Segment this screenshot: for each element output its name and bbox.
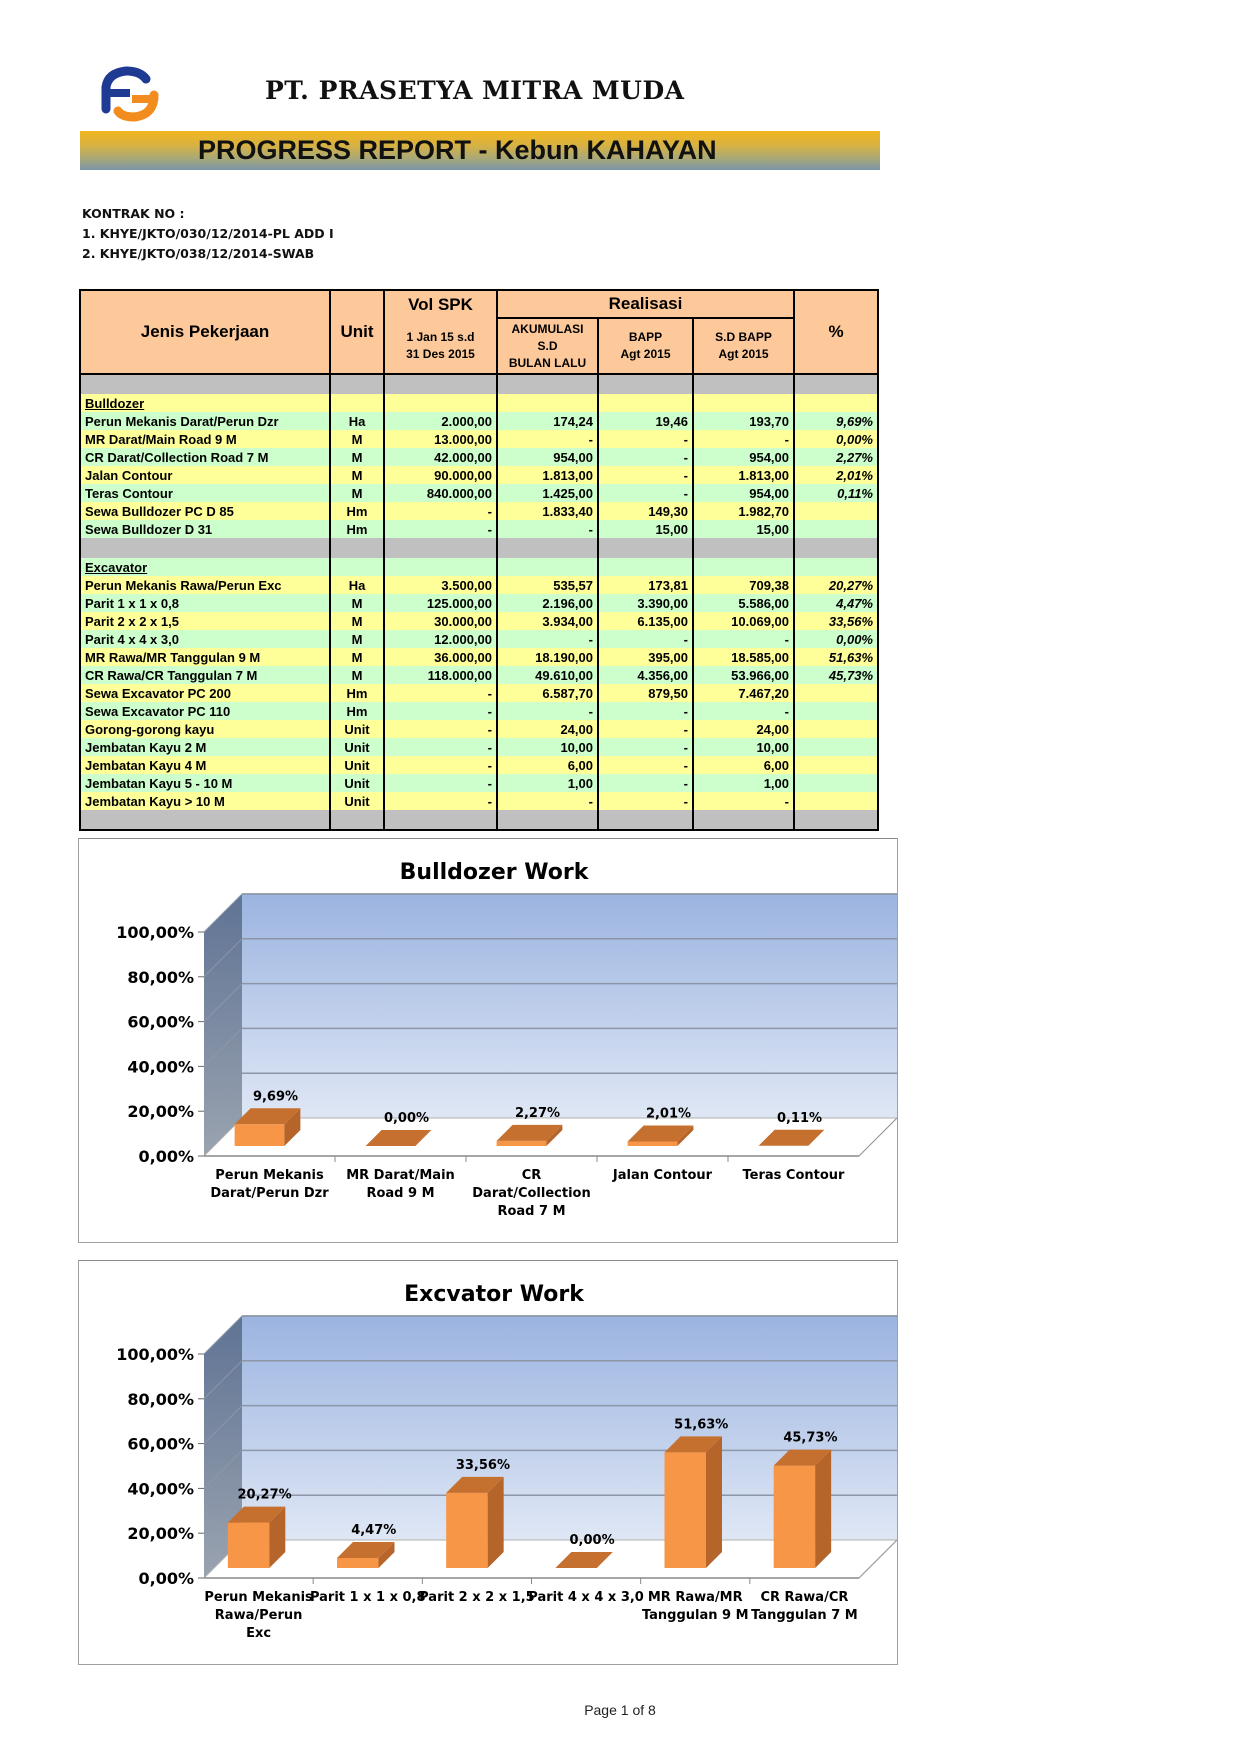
cell-akumulasi: 10,00 bbox=[497, 738, 598, 756]
y-tick-label: 60,00% bbox=[127, 1012, 194, 1032]
cell-sd-bapp: 5.586,00 bbox=[693, 594, 794, 612]
data-label: 0,00% bbox=[569, 1533, 615, 1548]
header-text: Agt 2015 bbox=[718, 347, 769, 361]
table-row bbox=[80, 448, 878, 466]
cell-akumulasi: 954,00 bbox=[497, 448, 598, 466]
cell-bapp: 879,50 bbox=[598, 684, 693, 702]
cell-bapp: - bbox=[598, 466, 693, 484]
bar-front bbox=[665, 1452, 706, 1568]
bar-front bbox=[446, 1493, 487, 1568]
cell-percent: 0,11% bbox=[794, 484, 878, 502]
cell-bapp: - bbox=[598, 630, 693, 648]
cell-sd-bapp: 709,38 bbox=[693, 576, 794, 594]
table-row bbox=[80, 412, 878, 430]
cell-akumulasi: - bbox=[497, 792, 598, 810]
bar bbox=[228, 1507, 285, 1568]
spacer-cell bbox=[794, 538, 878, 558]
cell-sd-bapp: 6,00 bbox=[693, 756, 794, 774]
cell-percent bbox=[794, 702, 878, 720]
cell-bapp: 149,30 bbox=[598, 502, 693, 520]
y-tick-label: 40,00% bbox=[127, 1057, 194, 1077]
cell-sd-bapp: 1,00 bbox=[693, 774, 794, 792]
cell-sd-bapp: 954,00 bbox=[693, 448, 794, 466]
header-text: BAPP bbox=[628, 330, 663, 344]
cell-akumulasi: 18.190,00 bbox=[497, 648, 598, 666]
category-label: CR bbox=[521, 1168, 542, 1183]
cell-jenis: Teras Contour bbox=[80, 484, 330, 502]
cell-bapp: - bbox=[598, 702, 693, 720]
cell-bapp: 6.135,00 bbox=[598, 612, 693, 630]
cell-bapp: 173,81 bbox=[598, 576, 693, 594]
cell-percent: 4,47% bbox=[794, 594, 878, 612]
cell-percent bbox=[794, 738, 878, 756]
table-row bbox=[80, 774, 878, 792]
cell-akumulasi: 3.934,00 bbox=[497, 612, 598, 630]
cell-sd-bapp: - bbox=[693, 430, 794, 448]
category-label: Tanggulan 7 M bbox=[751, 1608, 858, 1623]
cell-bapp: 15,00 bbox=[598, 520, 693, 538]
spacer-cell bbox=[384, 810, 497, 830]
y-tick-label: 40,00% bbox=[127, 1479, 194, 1499]
category-label: Perun Mekanis bbox=[204, 1590, 313, 1605]
table-row bbox=[80, 520, 878, 538]
table-row bbox=[80, 792, 878, 810]
header-percent: % bbox=[794, 290, 878, 374]
bar-front bbox=[235, 1124, 285, 1146]
cell-vol-spk: 3.500,00 bbox=[384, 576, 497, 594]
table-row bbox=[80, 466, 878, 484]
cell-bapp: 3.390,00 bbox=[598, 594, 693, 612]
category-label: Parit 1 x 1 x 0,8 bbox=[309, 1590, 426, 1605]
cell-percent: 0,00% bbox=[794, 630, 878, 648]
page-number: Page 1 of 8 bbox=[584, 1702, 656, 1718]
category-label: Perun Mekanis bbox=[215, 1168, 324, 1183]
section-row bbox=[80, 394, 878, 412]
cell-bapp: 395,00 bbox=[598, 648, 693, 666]
cell-akumulasi: 49.610,00 bbox=[497, 666, 598, 684]
data-label: 51,63% bbox=[674, 1417, 729, 1433]
empty-cell bbox=[384, 558, 497, 576]
y-tick-label: 80,00% bbox=[127, 1389, 194, 1409]
empty-cell bbox=[693, 394, 794, 412]
cell-akumulasi: 6.587,70 bbox=[497, 684, 598, 702]
section-title: Excavator bbox=[80, 558, 330, 576]
spacer-cell bbox=[80, 374, 330, 394]
cell-akumulasi: 1.833,40 bbox=[497, 502, 598, 520]
chart-title: Excvator Work bbox=[404, 1282, 584, 1307]
header-vol-spk: Vol SPK bbox=[384, 290, 497, 318]
cell-percent bbox=[794, 502, 878, 520]
spacer-cell bbox=[794, 374, 878, 394]
header-jenis-pekerjaan: Jenis Pekerjaan bbox=[80, 290, 330, 374]
cell-unit: Hm bbox=[330, 702, 384, 720]
bar-front bbox=[228, 1523, 269, 1568]
empty-cell bbox=[330, 558, 384, 576]
cell-vol-spk: - bbox=[384, 792, 497, 810]
cell-unit: M bbox=[330, 594, 384, 612]
data-label: 9,69% bbox=[252, 1089, 299, 1105]
table-row bbox=[80, 666, 878, 684]
table-row bbox=[80, 484, 878, 502]
data-label: 0,11% bbox=[776, 1110, 823, 1126]
data-label: 4,47% bbox=[351, 1522, 397, 1538]
spacer-row bbox=[80, 374, 878, 394]
cell-akumulasi: 6,00 bbox=[497, 756, 598, 774]
category-label: Road 7 M bbox=[497, 1204, 566, 1219]
y-tick-label: 20,00% bbox=[127, 1524, 194, 1544]
category-label: Parit 4 x 4 x 3,0 bbox=[528, 1590, 644, 1605]
chart-side-wall bbox=[204, 894, 242, 1156]
contract-item: 1. KHYE/JKTO/030/12/2014-PL ADD I bbox=[82, 226, 334, 241]
contract-label: KONTRAK NO : bbox=[82, 206, 185, 221]
progress-table bbox=[79, 289, 879, 831]
table-row bbox=[80, 612, 878, 630]
bar-side bbox=[706, 1436, 722, 1568]
company-name: PT. PRASETYA MITRA MUDA bbox=[265, 76, 685, 105]
cell-jenis: Perun Mekanis Rawa/Perun Exc bbox=[80, 576, 330, 594]
cell-vol-spk: - bbox=[384, 702, 497, 720]
table-row bbox=[80, 720, 878, 738]
cell-unit: Ha bbox=[330, 576, 384, 594]
data-label: 20,27% bbox=[237, 1487, 292, 1503]
cell-sd-bapp: 24,00 bbox=[693, 720, 794, 738]
cell-vol-spk: 125.000,00 bbox=[384, 594, 497, 612]
category-label: Darat/Collection bbox=[472, 1186, 591, 1201]
cell-jenis: Jembatan Kayu 2 M bbox=[80, 738, 330, 756]
cell-vol-spk: - bbox=[384, 738, 497, 756]
cell-percent bbox=[794, 774, 878, 792]
y-tick-label: 20,00% bbox=[127, 1102, 194, 1122]
table-row bbox=[80, 594, 878, 612]
y-tick-label: 0,00% bbox=[138, 1147, 194, 1166]
header-text: S.D bbox=[537, 338, 558, 353]
spacer-cell bbox=[794, 810, 878, 830]
header-sd-bapp bbox=[693, 318, 794, 374]
report-title-banner bbox=[80, 131, 880, 170]
table-body bbox=[80, 374, 878, 830]
cell-akumulasi: 24,00 bbox=[497, 720, 598, 738]
cell-bapp: - bbox=[598, 430, 693, 448]
category-label: Teras Contour bbox=[742, 1168, 845, 1183]
cell-sd-bapp: 1.982,70 bbox=[693, 502, 794, 520]
cell-bapp: - bbox=[598, 792, 693, 810]
cell-bapp: - bbox=[598, 448, 693, 466]
table-row bbox=[80, 502, 878, 520]
spacer-cell bbox=[497, 810, 598, 830]
data-label: 33,56% bbox=[455, 1457, 510, 1473]
empty-cell bbox=[598, 558, 693, 576]
cell-vol-spk: - bbox=[384, 774, 497, 792]
cell-unit: Unit bbox=[330, 720, 384, 738]
spacer-cell bbox=[598, 538, 693, 558]
cell-akumulasi: 174,24 bbox=[497, 412, 598, 430]
category-label: MR Darat/Main bbox=[346, 1168, 455, 1183]
spacer-row bbox=[80, 810, 878, 830]
cell-jenis: Parit 4 x 4 x 3,0 bbox=[80, 630, 330, 648]
cell-percent bbox=[794, 792, 878, 810]
cell-sd-bapp: 15,00 bbox=[693, 520, 794, 538]
category-label: CR Rawa/CR bbox=[760, 1590, 849, 1605]
cell-jenis: MR Darat/Main Road 9 M bbox=[80, 430, 330, 448]
spacer-cell bbox=[80, 810, 330, 830]
spacer-cell bbox=[384, 538, 497, 558]
cell-jenis: Sewa Excavator PC 110 bbox=[80, 702, 330, 720]
cell-jenis: Gorong-gorong kayu bbox=[80, 720, 330, 738]
empty-cell bbox=[384, 394, 497, 412]
cell-unit: Unit bbox=[330, 756, 384, 774]
chart-title: Bulldozer Work bbox=[399, 860, 589, 885]
empty-cell bbox=[497, 394, 598, 412]
bar bbox=[665, 1436, 722, 1568]
cell-unit: Ha bbox=[330, 412, 384, 430]
cell-unit: M bbox=[330, 666, 384, 684]
cell-percent bbox=[794, 520, 878, 538]
category-label: MR Rawa/MR bbox=[647, 1590, 743, 1605]
table-row bbox=[80, 702, 878, 720]
bar-front bbox=[628, 1141, 678, 1146]
cell-vol-spk: 36.000,00 bbox=[384, 648, 497, 666]
cell-sd-bapp: 1.813,00 bbox=[693, 466, 794, 484]
cell-vol-spk: 90.000,00 bbox=[384, 466, 497, 484]
spacer-cell bbox=[598, 810, 693, 830]
cell-percent bbox=[794, 756, 878, 774]
cell-vol-spk: 2.000,00 bbox=[384, 412, 497, 430]
y-tick-label: 80,00% bbox=[127, 967, 194, 987]
bar-side bbox=[815, 1450, 831, 1568]
spacer-cell bbox=[330, 810, 384, 830]
data-label: 2,27% bbox=[514, 1105, 561, 1121]
cell-vol-spk: - bbox=[384, 756, 497, 774]
section-row bbox=[80, 558, 878, 576]
table-row bbox=[80, 630, 878, 648]
cell-akumulasi: 1.425,00 bbox=[497, 484, 598, 502]
cell-sd-bapp: 53.966,00 bbox=[693, 666, 794, 684]
chart-back-wall bbox=[242, 894, 897, 1118]
data-label: 45,73% bbox=[783, 1430, 838, 1446]
category-label: Darat/Perun Dzr bbox=[210, 1186, 329, 1201]
cell-percent: 2,27% bbox=[794, 448, 878, 466]
cell-akumulasi: - bbox=[497, 702, 598, 720]
cell-sd-bapp: 193,70 bbox=[693, 412, 794, 430]
empty-cell bbox=[794, 394, 878, 412]
spacer-cell bbox=[384, 374, 497, 394]
cell-percent: 33,56% bbox=[794, 612, 878, 630]
cell-unit: Unit bbox=[330, 738, 384, 756]
cell-unit: M bbox=[330, 448, 384, 466]
empty-cell bbox=[497, 558, 598, 576]
cell-percent: 45,73% bbox=[794, 666, 878, 684]
header-vol-spk-period bbox=[384, 318, 497, 374]
cell-percent: 51,63% bbox=[794, 648, 878, 666]
y-tick-label: 0,00% bbox=[138, 1569, 194, 1588]
cell-akumulasi: 535,57 bbox=[497, 576, 598, 594]
spacer-cell bbox=[693, 538, 794, 558]
spacer-cell bbox=[80, 538, 330, 558]
cell-vol-spk: 12.000,00 bbox=[384, 630, 497, 648]
header-realisasi: Realisasi bbox=[497, 290, 794, 318]
header-bapp bbox=[598, 318, 693, 374]
excavator-chart bbox=[78, 1260, 898, 1665]
y-tick-label: 100,00% bbox=[116, 1345, 194, 1364]
table-row bbox=[80, 738, 878, 756]
cell-sd-bapp: - bbox=[693, 792, 794, 810]
cell-jenis: Parit 2 x 2 x 1,5 bbox=[80, 612, 330, 630]
cell-sd-bapp: - bbox=[693, 702, 794, 720]
bar-front bbox=[497, 1141, 547, 1146]
cell-vol-spk: - bbox=[384, 720, 497, 738]
cell-bapp: - bbox=[598, 484, 693, 502]
category-label: Rawa/Perun bbox=[214, 1608, 303, 1623]
header-text: AKUMULASI bbox=[511, 321, 584, 336]
cell-sd-bapp: 7.467,20 bbox=[693, 684, 794, 702]
header-text: 1 Jan 15 s.d bbox=[406, 329, 475, 344]
empty-cell bbox=[598, 394, 693, 412]
cell-bapp: - bbox=[598, 774, 693, 792]
bulldozer-chart bbox=[78, 838, 898, 1243]
bar-side bbox=[488, 1477, 504, 1568]
cell-bapp: 4.356,00 bbox=[598, 666, 693, 684]
cell-vol-spk: - bbox=[384, 520, 497, 538]
cell-unit: Unit bbox=[330, 774, 384, 792]
cell-jenis: Jalan Contour bbox=[80, 466, 330, 484]
report-title: PROGRESS REPORT - Kebun KAHAYAN bbox=[198, 135, 717, 165]
cell-akumulasi: - bbox=[497, 430, 598, 448]
cell-sd-bapp: - bbox=[693, 630, 794, 648]
cell-bapp: 19,46 bbox=[598, 412, 693, 430]
bulldozer-chart-svg bbox=[79, 839, 899, 1244]
spacer-cell bbox=[330, 374, 384, 394]
cell-percent: 20,27% bbox=[794, 576, 878, 594]
data-label: 0,00% bbox=[383, 1111, 430, 1126]
cell-bapp: - bbox=[598, 738, 693, 756]
header-unit: Unit bbox=[330, 290, 384, 374]
bar-front bbox=[774, 1466, 815, 1568]
table-row bbox=[80, 576, 878, 594]
header-text: S.D BAPP bbox=[715, 330, 772, 344]
cell-akumulasi: - bbox=[497, 520, 598, 538]
cell-vol-spk: 42.000,00 bbox=[384, 448, 497, 466]
contract-info bbox=[82, 204, 334, 264]
header-text: 31 Des 2015 bbox=[406, 346, 475, 361]
cell-unit: M bbox=[330, 648, 384, 666]
company-logo-icon bbox=[100, 65, 160, 125]
bar-front bbox=[337, 1558, 378, 1568]
cell-jenis: CR Darat/Collection Road 7 M bbox=[80, 448, 330, 466]
bar bbox=[774, 1450, 831, 1568]
empty-cell bbox=[693, 558, 794, 576]
header-akumulasi bbox=[497, 318, 598, 374]
cell-jenis: Perun Mekanis Darat/Perun Dzr bbox=[80, 412, 330, 430]
spacer-cell bbox=[497, 374, 598, 394]
excavator-chart-svg bbox=[79, 1261, 899, 1666]
cell-unit: Hm bbox=[330, 684, 384, 702]
cell-unit: M bbox=[330, 630, 384, 648]
spacer-cell bbox=[598, 374, 693, 394]
cell-jenis: Jembatan Kayu > 10 M bbox=[80, 792, 330, 810]
contract-item: 2. KHYE/JKTO/038/12/2014-SWAB bbox=[82, 246, 315, 261]
table-row bbox=[80, 648, 878, 666]
cell-jenis: Parit 1 x 1 x 0,8 bbox=[80, 594, 330, 612]
cell-jenis: Jembatan Kayu 5 - 10 M bbox=[80, 774, 330, 792]
cell-akumulasi: 1,00 bbox=[497, 774, 598, 792]
cell-unit: M bbox=[330, 466, 384, 484]
y-tick-label: 60,00% bbox=[127, 1434, 194, 1454]
section-title: Bulldozer bbox=[80, 394, 330, 412]
cell-vol-spk: 118.000,00 bbox=[384, 666, 497, 684]
spacer-row bbox=[80, 538, 878, 558]
empty-cell bbox=[794, 558, 878, 576]
cell-unit: Unit bbox=[330, 792, 384, 810]
empty-cell bbox=[330, 394, 384, 412]
category-label: Tanggulan 9 M bbox=[641, 1608, 749, 1623]
cell-percent: 0,00% bbox=[794, 430, 878, 448]
cell-sd-bapp: 10,00 bbox=[693, 738, 794, 756]
table-row bbox=[80, 430, 878, 448]
cell-akumulasi: 1.813,00 bbox=[497, 466, 598, 484]
spacer-cell bbox=[693, 374, 794, 394]
cell-jenis: Sewa Bulldozer PC D 85 bbox=[80, 502, 330, 520]
cell-bapp: - bbox=[598, 756, 693, 774]
table-row bbox=[80, 756, 878, 774]
cell-jenis: CR Rawa/CR Tanggulan 7 M bbox=[80, 666, 330, 684]
cell-percent bbox=[794, 720, 878, 738]
cell-unit: Hm bbox=[330, 502, 384, 520]
y-tick-label: 100,00% bbox=[116, 923, 194, 942]
header-text: BULAN LALU bbox=[508, 355, 587, 370]
cell-jenis: Jembatan Kayu 4 M bbox=[80, 756, 330, 774]
category-label: Road 9 M bbox=[366, 1186, 435, 1201]
cell-unit: M bbox=[330, 430, 384, 448]
category-label: Exc bbox=[246, 1626, 272, 1641]
cell-percent: 2,01% bbox=[794, 466, 878, 484]
cell-vol-spk: 840.000,00 bbox=[384, 484, 497, 502]
cell-vol-spk: 30.000,00 bbox=[384, 612, 497, 630]
cell-bapp: - bbox=[598, 720, 693, 738]
cell-unit: M bbox=[330, 612, 384, 630]
spacer-cell bbox=[693, 810, 794, 830]
cell-akumulasi: 2.196,00 bbox=[497, 594, 598, 612]
cell-unit: Hm bbox=[330, 520, 384, 538]
bar bbox=[446, 1477, 503, 1568]
cell-unit: M bbox=[330, 484, 384, 502]
cell-sd-bapp: 954,00 bbox=[693, 484, 794, 502]
cell-percent: 9,69% bbox=[794, 412, 878, 430]
cell-jenis: Sewa Excavator PC 200 bbox=[80, 684, 330, 702]
cell-jenis: Sewa Bulldozer D 31 bbox=[80, 520, 330, 538]
table-row bbox=[80, 684, 878, 702]
spacer-cell bbox=[330, 538, 384, 558]
cell-vol-spk: - bbox=[384, 684, 497, 702]
cell-sd-bapp: 18.585,00 bbox=[693, 648, 794, 666]
cell-vol-spk: - bbox=[384, 502, 497, 520]
cell-sd-bapp: 10.069,00 bbox=[693, 612, 794, 630]
category-label: Parit 2 x 2 x 1,5 bbox=[419, 1590, 535, 1605]
header-text: Agt 2015 bbox=[620, 347, 671, 361]
cell-akumulasi: - bbox=[497, 630, 598, 648]
spacer-cell bbox=[497, 538, 598, 558]
cell-jenis: MR Rawa/MR Tanggulan 9 M bbox=[80, 648, 330, 666]
cell-percent bbox=[794, 684, 878, 702]
cell-vol-spk: 13.000,00 bbox=[384, 430, 497, 448]
data-label: 2,01% bbox=[645, 1106, 692, 1122]
category-label: Jalan Contour bbox=[612, 1168, 713, 1183]
